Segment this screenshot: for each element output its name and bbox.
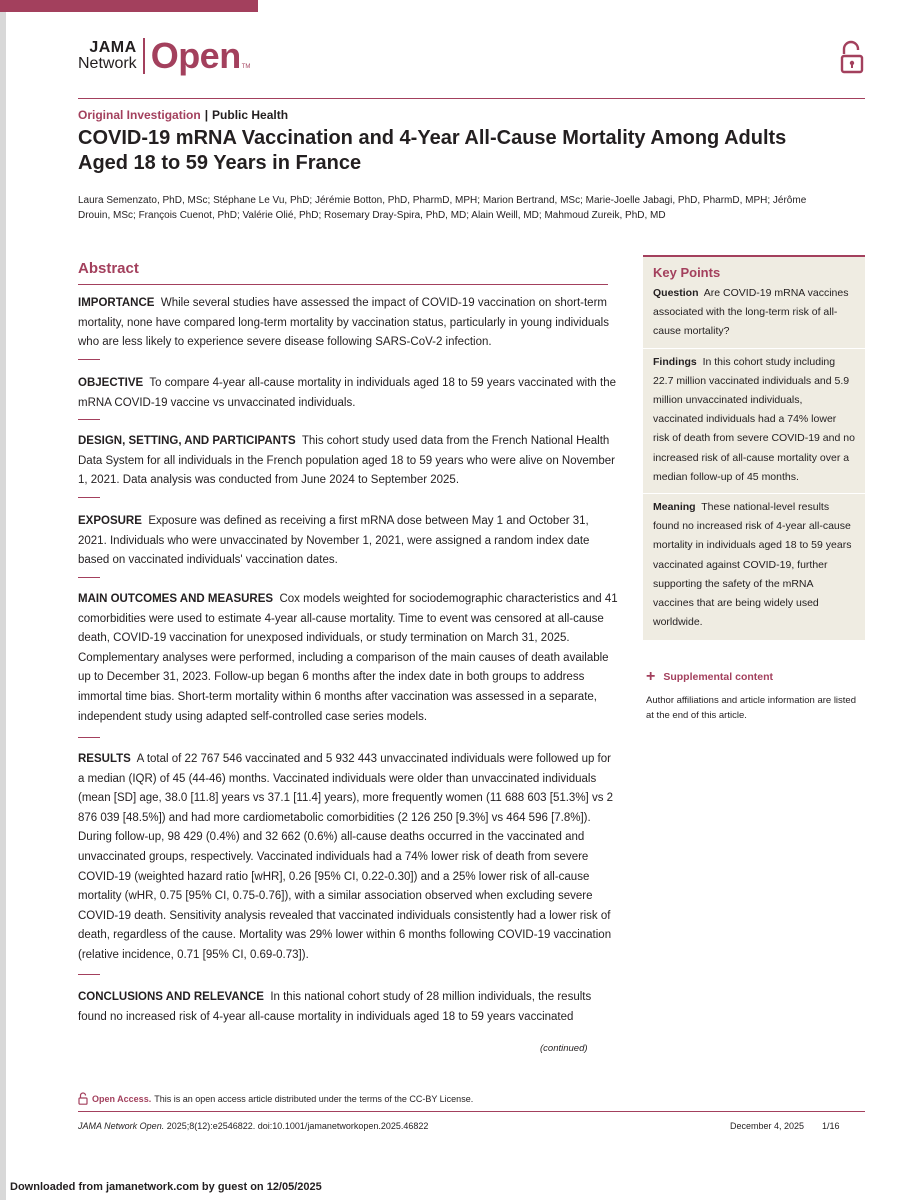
footer-date-page (730, 1121, 840, 1131)
meaning-label: Meaning (653, 501, 696, 514)
outcomes-text: Cox models weighted for sociodemographic characteristics and 41 comorbidities were used to estimate 4-year all-cause mortality. Time to event was censored at all-cause death, COVID-19 vaccination for unexposed individuals, or study termination on March 31, 2025. Complementary analyses were performed, including a comparison of the main causes of death available up to December 31, 2023. Follow-up began 6 months after the index date in both groups to address immortal time bias. Short-term mortality within 6 months after vaccination was assessed in a separate, independent study using adapted self-controlled case series models. (78, 593, 618, 723)
objective-section (78, 374, 618, 413)
footer-date: December 4, 2025 (730, 1121, 805, 1131)
logo-jama-text: JAMA (89, 39, 137, 56)
footer-journal-name: JAMA Network Open. (78, 1121, 165, 1131)
design-text: This cohort study used data from the French National Health Data System for all individuals in the French population aged 18 to 59 years who were alive on November 1, 2021. Data analysis was conducted from June 2024 to September 2025. (78, 435, 615, 487)
citation-line (78, 1121, 428, 1131)
footer-citation: 2025;8(12):e2546822. doi:10.1001/jamanetworkopen.2025.46822 (166, 1121, 429, 1131)
plus-icon: + (646, 668, 656, 685)
supplemental-label: Supplemental content (663, 671, 774, 683)
open-access-text: This is an open access article distributed under the terms of the CC-BY License. (154, 1093, 474, 1104)
brand-top-bar (0, 0, 258, 12)
findings-text: In this cohort study including 22.7 million vaccinated individuals and 5.9 million unvaccinated individuals, vaccinated individuals had a 74% lower risk of death from severe COVID-19 and no increased risk of all-cause mortality over a median follow-up of 45 months. (653, 355, 855, 483)
outcomes-label: MAIN OUTCOMES AND MEASURES (78, 593, 274, 605)
continued-note: (continued) (540, 1043, 588, 1054)
exposure-text: Exposure was defined as receiving a first mRNA dose between May 1 and October 31, 2021. Individuals who were unvaccinated by November 1, 2021, were assigned a random index date based on vaccinated individuals' vaccination dates. (78, 515, 590, 567)
logo-open-text: Open (150, 35, 241, 76)
meaning-text: These national-level results found no increased risk of 4-year all-cause mortality in individuals aged 18 to 59 years vaccinated against COVID-19, further supporting the safety of the mRNA vaccines that are being widely used worldwide. (653, 501, 852, 629)
results-label: RESULTS (78, 753, 131, 765)
exposure-label: EXPOSURE (78, 515, 142, 527)
section-divider (78, 577, 100, 578)
key-points-heading: Key Points (653, 265, 721, 280)
article-category (78, 108, 288, 122)
footer-page-number: 1/16 (822, 1121, 840, 1131)
design-section (78, 432, 618, 491)
section-divider (78, 497, 100, 498)
footer-rule (78, 1111, 865, 1112)
findings-label: Findings (653, 355, 697, 368)
open-access-notice (78, 1092, 473, 1105)
author-list: Laura Semenzato, PhD, MSc; Stéphane Le Vu, PhD; Jérémie Botton, PhD, PharmD, MPH; Marion Bertrand, MSc; Marie-Joelle Jabagi, PhD, PharmD, MPH; Jérôme Drouin, MSc; François Cuenot, PhD; Valérie Olié, PhD; Rosemary Dray-Spira, PhD, MD; Alain Weill, MD; Mahmoud Zureik, PhD, MD (78, 195, 807, 221)
journal-logo[interactable] (78, 35, 251, 76)
key-points-divider (643, 493, 865, 494)
header-rule (78, 98, 865, 99)
section-divider (78, 359, 100, 360)
key-points-findings (653, 353, 855, 491)
conclusions-text: In this national cohort study of 28 million individuals, the results found no increased risk of 4-year all-cause mortality in individuals aged 18 to 59 years vaccinated (78, 991, 592, 1023)
conclusions-label: CONCLUSIONS AND RELEVANCE (78, 991, 264, 1003)
logo-network-text: Network (78, 55, 137, 72)
section-divider (78, 974, 100, 975)
supplemental-content-link[interactable] (646, 668, 773, 686)
open-lock-icon (838, 40, 866, 74)
subcategory-label: Public Health (212, 108, 289, 122)
key-points-question (653, 284, 855, 346)
logo-trademark: TM (241, 64, 251, 70)
category-separator: | (204, 108, 209, 122)
question-label: Question (653, 287, 699, 299)
importance-section (78, 294, 618, 353)
conclusions-section (78, 988, 618, 1027)
abstract-rule (78, 284, 608, 285)
objective-text: To compare 4-year all-cause mortality in individuals aged 18 to 59 years vaccinated with the mRNA COVID-19 vaccine vs unvaccinated individuals. (78, 377, 617, 409)
open-access-label[interactable]: Open Access. (92, 1093, 152, 1104)
design-label: DESIGN, SETTING, AND PARTICIPANTS (78, 435, 296, 447)
key-points-box (643, 255, 865, 640)
results-text: A total of 22 767 546 vaccinated and 5 932 443 unvaccinated individuals were followed up for a median (IQR) of 45 (44-46) months. Vaccinated individuals were older than unvaccinated individuals (mean [SD] age, 38.0 [11.8] years vs 37.1 [11.4] years), more frequently women (11 688 603 [51.3%] vs 2 876 039 [48.5%]) and had more cardiometabolic comorbidities (2 126 250 [9.3%] vs 464 596 [7.8%]). During follow-up, 98 429 (0.4%) and 32 662 (0.6%) all-cause deaths occurred in the vaccinated and unvaccinated groups, respectively. Vaccinated individuals had a 74% lower risk of death from severe COVID-19 (weighted hazard ratio [wHR], 0.26 [95% CI, 0.22-0.30]) and a 25% lower risk of all-cause mortality (wHR, 0.75 [95% CI, 0.75-0.76]), with a similar association observed when excluding severe COVID-19 death. Sensitivity analysis revealed that vaccinated individuals consistently had a lower risk of death, regardless of the cause. Mortality was 29% lower within 6 months following COVID-19 vaccination (relative incidence, 0.71 [95% CI, 0.69-0.73]). (78, 753, 614, 961)
objective-label: OBJECTIVE (78, 377, 144, 389)
question-text: Are COVID-19 mRNA vaccines associated with the long-term risk of all-cause mortality? (653, 287, 849, 338)
page-edge (0, 0, 6, 1200)
importance-label: IMPORTANCE (78, 297, 155, 309)
importance-text: While several studies have assessed the impact of COVID-19 vaccination on short-term mortality, none have compared long-term mortality by vaccination status, particularly in young individuals who are less likely to experience severe disease following SARS-CoV-2 infection. (78, 297, 609, 349)
open-access-lock-icon (78, 1092, 88, 1105)
exposure-section (78, 512, 618, 571)
results-section (78, 750, 618, 966)
key-points-divider (643, 348, 865, 349)
section-divider (78, 419, 100, 420)
logo-divider (143, 38, 145, 74)
key-points-meaning (653, 498, 855, 636)
affiliations-note: Author affiliations and article information are listed at the end of this article. (646, 695, 856, 721)
article-title: COVID-19 mRNA Vaccination and 4-Year All-Cause Mortality Among Adults Aged 18 to 59 Years in France (78, 127, 787, 174)
category-label: Original Investigation (78, 108, 201, 122)
download-stamp: Downloaded from jamanetwork.com by guest on 12/05/2025 (10, 1181, 322, 1193)
section-divider (78, 737, 100, 738)
abstract-heading: Abstract (78, 260, 139, 277)
outcomes-section (78, 590, 618, 727)
